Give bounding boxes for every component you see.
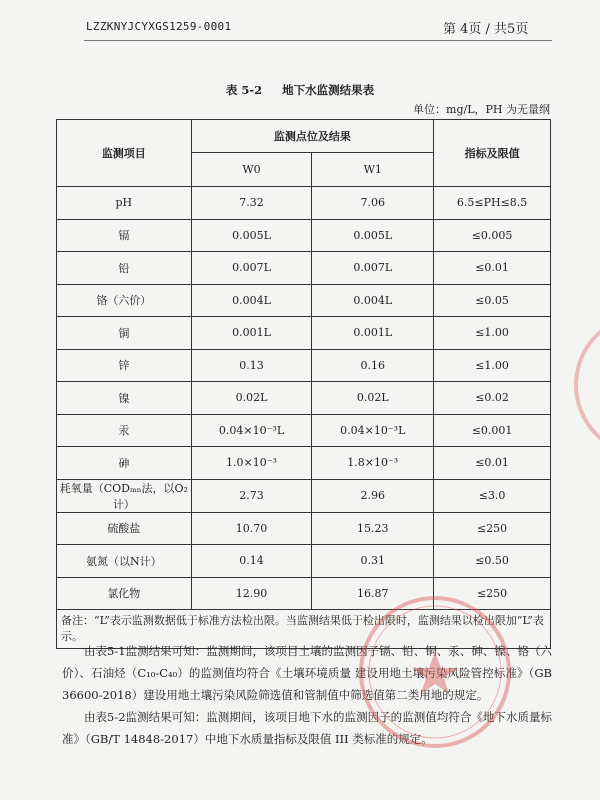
cell-w1: 0.04×10⁻³L: [312, 414, 434, 447]
table-note: 备注：“L”表示监测数据低于标准方法检出限。当监测结果低于检出限时，监测结果以检出限加“L”表示。: [57, 610, 551, 649]
cell-w0: 0.04×10⁻³L: [191, 414, 312, 447]
cell-w0: 7.32: [191, 187, 312, 220]
cell-w1: 16.87: [312, 577, 434, 610]
cell-item: 砷: [57, 447, 192, 480]
cell-item: 氨氮（以N计）: [57, 545, 192, 578]
conclusion-paragraph-groundwater: 由表5-2监测结果可知：监测期间，该项目地下水的监测因子的监测值均符合《地下水质量标准》（GB/T 14848-2017）中地下水质量指标及限值 III 类标准的规定。: [62, 710, 552, 746]
cell-w0: 0.13: [191, 349, 312, 382]
cell-w1: 7.06: [312, 187, 434, 220]
table-row: [57, 512, 551, 545]
column-header-points: 监测点位及结果: [191, 120, 434, 153]
conclusion-paragraph-soil: 由表5-1监测结果可知：监测期间，该项目土壤的监测因子镉、铅、铜、汞、砷、镍、铬（六价）、石油烃（C₁₀-C₄₀）的监测值均符合《土壤环境质量 建设用地土壤污染风险管控标准》（GB 36600-2018）建设用地土壤污染风险筛选值和管制值中筛选值第二类用地的规定。: [62, 644, 552, 702]
cell-item: 镍: [57, 382, 192, 415]
table-number: 表 5-2: [225, 83, 263, 97]
cell-w1: 0.005L: [312, 219, 434, 252]
cell-limit: ≤3.0: [434, 479, 551, 512]
cell-limit: ≤250: [434, 577, 551, 610]
cell-w1: 0.007L: [312, 252, 434, 285]
cell-limit: 6.5≤PH≤8.5: [434, 187, 551, 220]
cell-item: 铅: [57, 252, 192, 285]
cell-limit: ≤0.01: [434, 447, 551, 480]
cell-limit: ≤1.00: [434, 317, 551, 350]
table-row: [57, 252, 551, 285]
cell-w1: 0.004L: [312, 284, 434, 317]
header-divider: [84, 40, 552, 41]
groundwater-results-table: [56, 119, 551, 649]
unit-note: 单位：mg/L，PH 为无量纲: [413, 103, 550, 116]
cell-item: 铬（六价）: [57, 284, 192, 317]
table-row: [57, 317, 551, 350]
cell-item: 硫酸盐: [57, 512, 192, 545]
cell-w0: 0.02L: [191, 382, 312, 415]
cell-w0: 1.0×10⁻³: [191, 447, 312, 480]
cell-w0: 0.005L: [191, 219, 312, 252]
table-title: [0, 82, 600, 98]
cell-w1: 0.02L: [312, 382, 434, 415]
cell-limit: ≤0.01: [434, 252, 551, 285]
cell-w1: 0.31: [312, 545, 434, 578]
page-seal-icon: [566, 305, 600, 465]
table-row: [57, 447, 551, 480]
cell-limit: ≤1.00: [434, 349, 551, 382]
cell-item: 镉: [57, 219, 192, 252]
cell-limit: ≤0.001: [434, 414, 551, 447]
cell-limit: ≤0.005: [434, 219, 551, 252]
cell-w0: 0.14: [191, 545, 312, 578]
cell-item: 耗氧量（CODₘₙ法，以O₂计）: [57, 479, 192, 512]
cell-limit: ≤0.50: [434, 545, 551, 578]
table-row: [57, 577, 551, 610]
cell-w0: 10.70: [191, 512, 312, 545]
cell-limit: ≤0.02: [434, 382, 551, 415]
cell-w1: 1.8×10⁻³: [312, 447, 434, 480]
column-header-limit: 指标及限值: [434, 120, 551, 187]
cell-w1: 0.001L: [312, 317, 434, 350]
table-row: [57, 219, 551, 252]
cell-item: pH: [57, 187, 192, 220]
cell-item: 氯化物: [57, 577, 192, 610]
cell-limit: ≤0.05: [434, 284, 551, 317]
table-row: [57, 545, 551, 578]
column-header-item: 监测项目: [57, 120, 192, 187]
table-name: 地下水监测结果表: [282, 83, 375, 97]
table-row: [57, 382, 551, 415]
cell-w1: 15.23: [312, 512, 434, 545]
column-header-w1: W1: [312, 153, 434, 187]
cell-w0: 0.007L: [191, 252, 312, 285]
table-body: [57, 187, 551, 610]
document-code: LZZKNYJCYXGS1259-0001: [86, 20, 232, 33]
cell-w0: 0.004L: [191, 284, 312, 317]
cell-item: 锌: [57, 349, 192, 382]
cell-w1: 0.16: [312, 349, 434, 382]
cell-w0: 0.001L: [191, 317, 312, 350]
cell-w0: 12.90: [191, 577, 312, 610]
cell-w0: 2.73: [191, 479, 312, 512]
page-indicator: 第 4页 / 共5页: [443, 22, 529, 37]
cell-item: 汞: [57, 414, 192, 447]
table-row: [57, 479, 551, 512]
table-row: [57, 349, 551, 382]
column-header-w0: W0: [191, 153, 312, 187]
cell-limit: ≤250: [434, 512, 551, 545]
cell-w1: 2.96: [312, 479, 434, 512]
table-row: [57, 414, 551, 447]
table-row: [57, 284, 551, 317]
table-row: [57, 187, 551, 220]
cell-item: 铜: [57, 317, 192, 350]
